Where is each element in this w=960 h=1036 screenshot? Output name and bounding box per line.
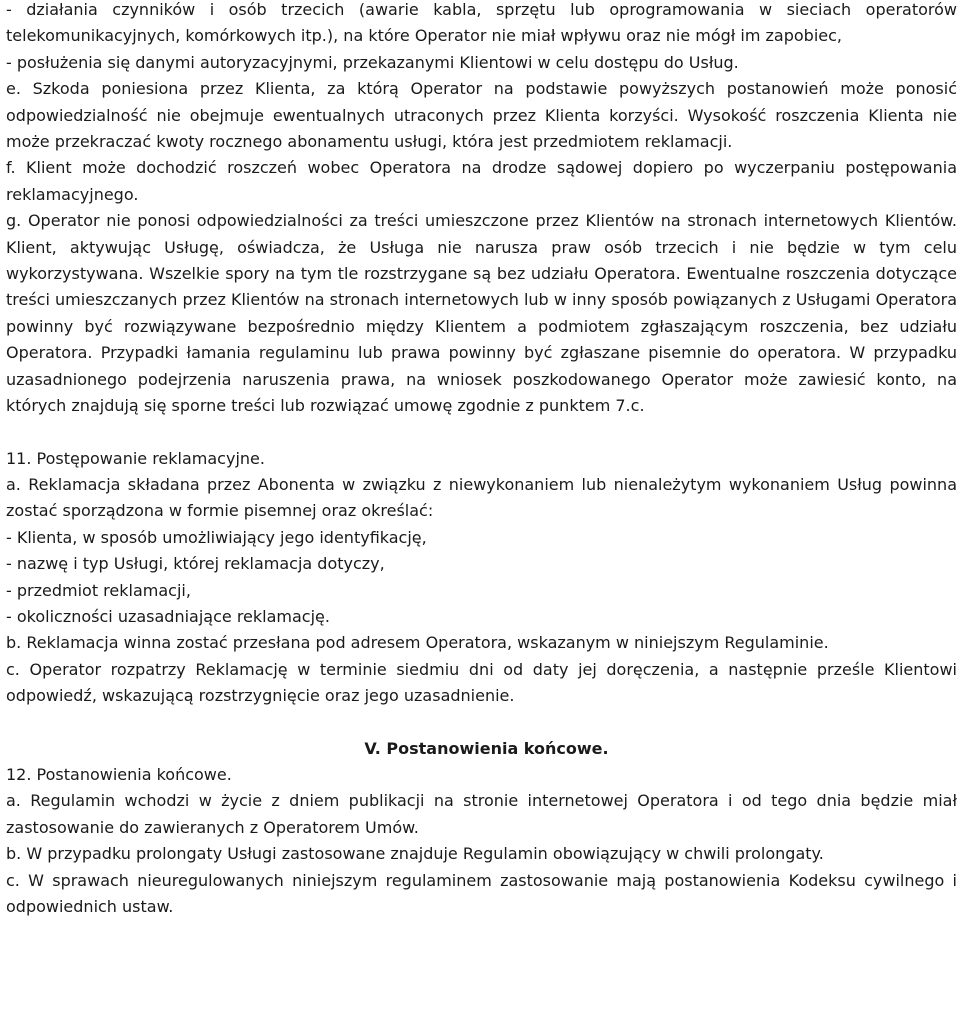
paragraph-10g-content-liability: g. Operator nie ponosi odpowiedzialności za treści umieszczone przez Klientów na stronach internetowych Klientów. Klient, aktywując Usługę, oświadcza, że Usługa nie narusza praw osób trzecich i nie będzie w tym celu wykorzystywana. Wszelkie spory na tym tle rozstrzygane są bez udziału Operatora. Ewentualne roszczenia dotyczące treści umieszczanych przez Klientów na stronach internetowych lub w inny sposób powiązanych z Usługami Operatora powinny być rozwiązywane bezpośrednio między Klientem a podmiotem zgłaszającym roszczenia, bez udziału Operatora. Przypadki łamania regulaminu lub prawa powinny być zgłaszane pisemnie do operatora. W przypadku uzasadnionego podejrzenia naruszenia prawa, na wniosek poszkodowanego Operator może zawiesić konto, na których znajdują się sporne treści lub rozwiązać umowę zgodnie z punktem 7.c. (6, 211, 957, 416)
paragraph-12b-prolongation: b. W przypadku prolongaty Usługi zastosowane znajduje Regulamin obowiązujący w chwili prolongaty. (6, 844, 824, 864)
spacer (6, 420, 957, 446)
spacer (6, 710, 957, 736)
list-item: - okoliczności uzasadniające reklamację. (6, 606, 330, 626)
paragraph-11c-response: c. Operator rozpatrzy Reklamację w terminie siedmiu dni od daty jej doręczenia, a następnie prześle Klientowi odpowiedź, wskazującą rozstrzygnięcie oraz jego uzasadnienie. (6, 659, 957, 706)
paragraph-10e-damage: e. Szkoda poniesiona przez Klienta, za którą Operator na podstawie powyższych postanowień może ponosić odpowiedzialność nie obejmuje ewentualnych utraconych przez Klienta korzyści. Wysokość roszczenia Klienta nie może przekraczać kwoty rocznego abonamentu usługi, która jest przedmiotem reklamacji. (6, 79, 957, 152)
document-page (6, 0, 957, 920)
section-12-title: 12. Postanowienia końcowe. (6, 764, 232, 784)
section-11-title: 11. Postępowanie reklamacyjne. (6, 448, 265, 468)
paragraph-12a-effective-date: a. Regulamin wchodzi w życie z dniem publikacji na stronie internetowej Operatora i od tego dnia będzie miał zastosowanie do zawieranych z Operatorem Umów. (6, 791, 957, 837)
list-item: - przedmiot reklamacji, (6, 580, 191, 600)
paragraph-11a-complaint: a. Reklamacja składana przez Abonenta w związku z niewykonaniem lub nienależytym wykonaniem Usług powinna zostać sporządzona w formie pisemnej oraz określać: (6, 474, 957, 521)
paragraph-10f-claims: f. Klient może dochodzić roszczeń wobec Operatora na drodze sądowej dopiero po wyczerpaniu postępowania reklamacyjnego. (6, 158, 957, 204)
paragraph-11b-address: b. Reklamacja winna zostać przesłana pod adresem Operatora, wskazanym w niniejszym Regulaminie. (6, 633, 829, 653)
list-item: - nazwę i typ Usługi, której reklamacja dotyczy, (6, 554, 385, 574)
paragraph-authorization-data: - posłużenia się danymi autoryzacyjnymi, przekazanymi Klientowi w celu dostępu do Usług. (6, 52, 739, 72)
paragraph-third-party-factors: - działania czynników i osób trzecich (awarie kabla, sprzętu lub oprogramowania w sieciach operatorów telekomunikacyjnych, komórkowych itp.), na które Operator nie miał wpływu oraz nie mógł im zapobiec, (6, 0, 957, 46)
list-item: - Klienta, w sposób umożliwiający jego identyfikację, (6, 527, 427, 547)
part-v-heading: V. Postanowienia końcowe. (364, 738, 609, 758)
paragraph-12c-civil-code: c. W sprawach nieuregulowanych niniejszym regulaminem zastosowanie mają postanowienia Kodeksu cywilnego i odpowiednich ustaw. (6, 870, 957, 916)
